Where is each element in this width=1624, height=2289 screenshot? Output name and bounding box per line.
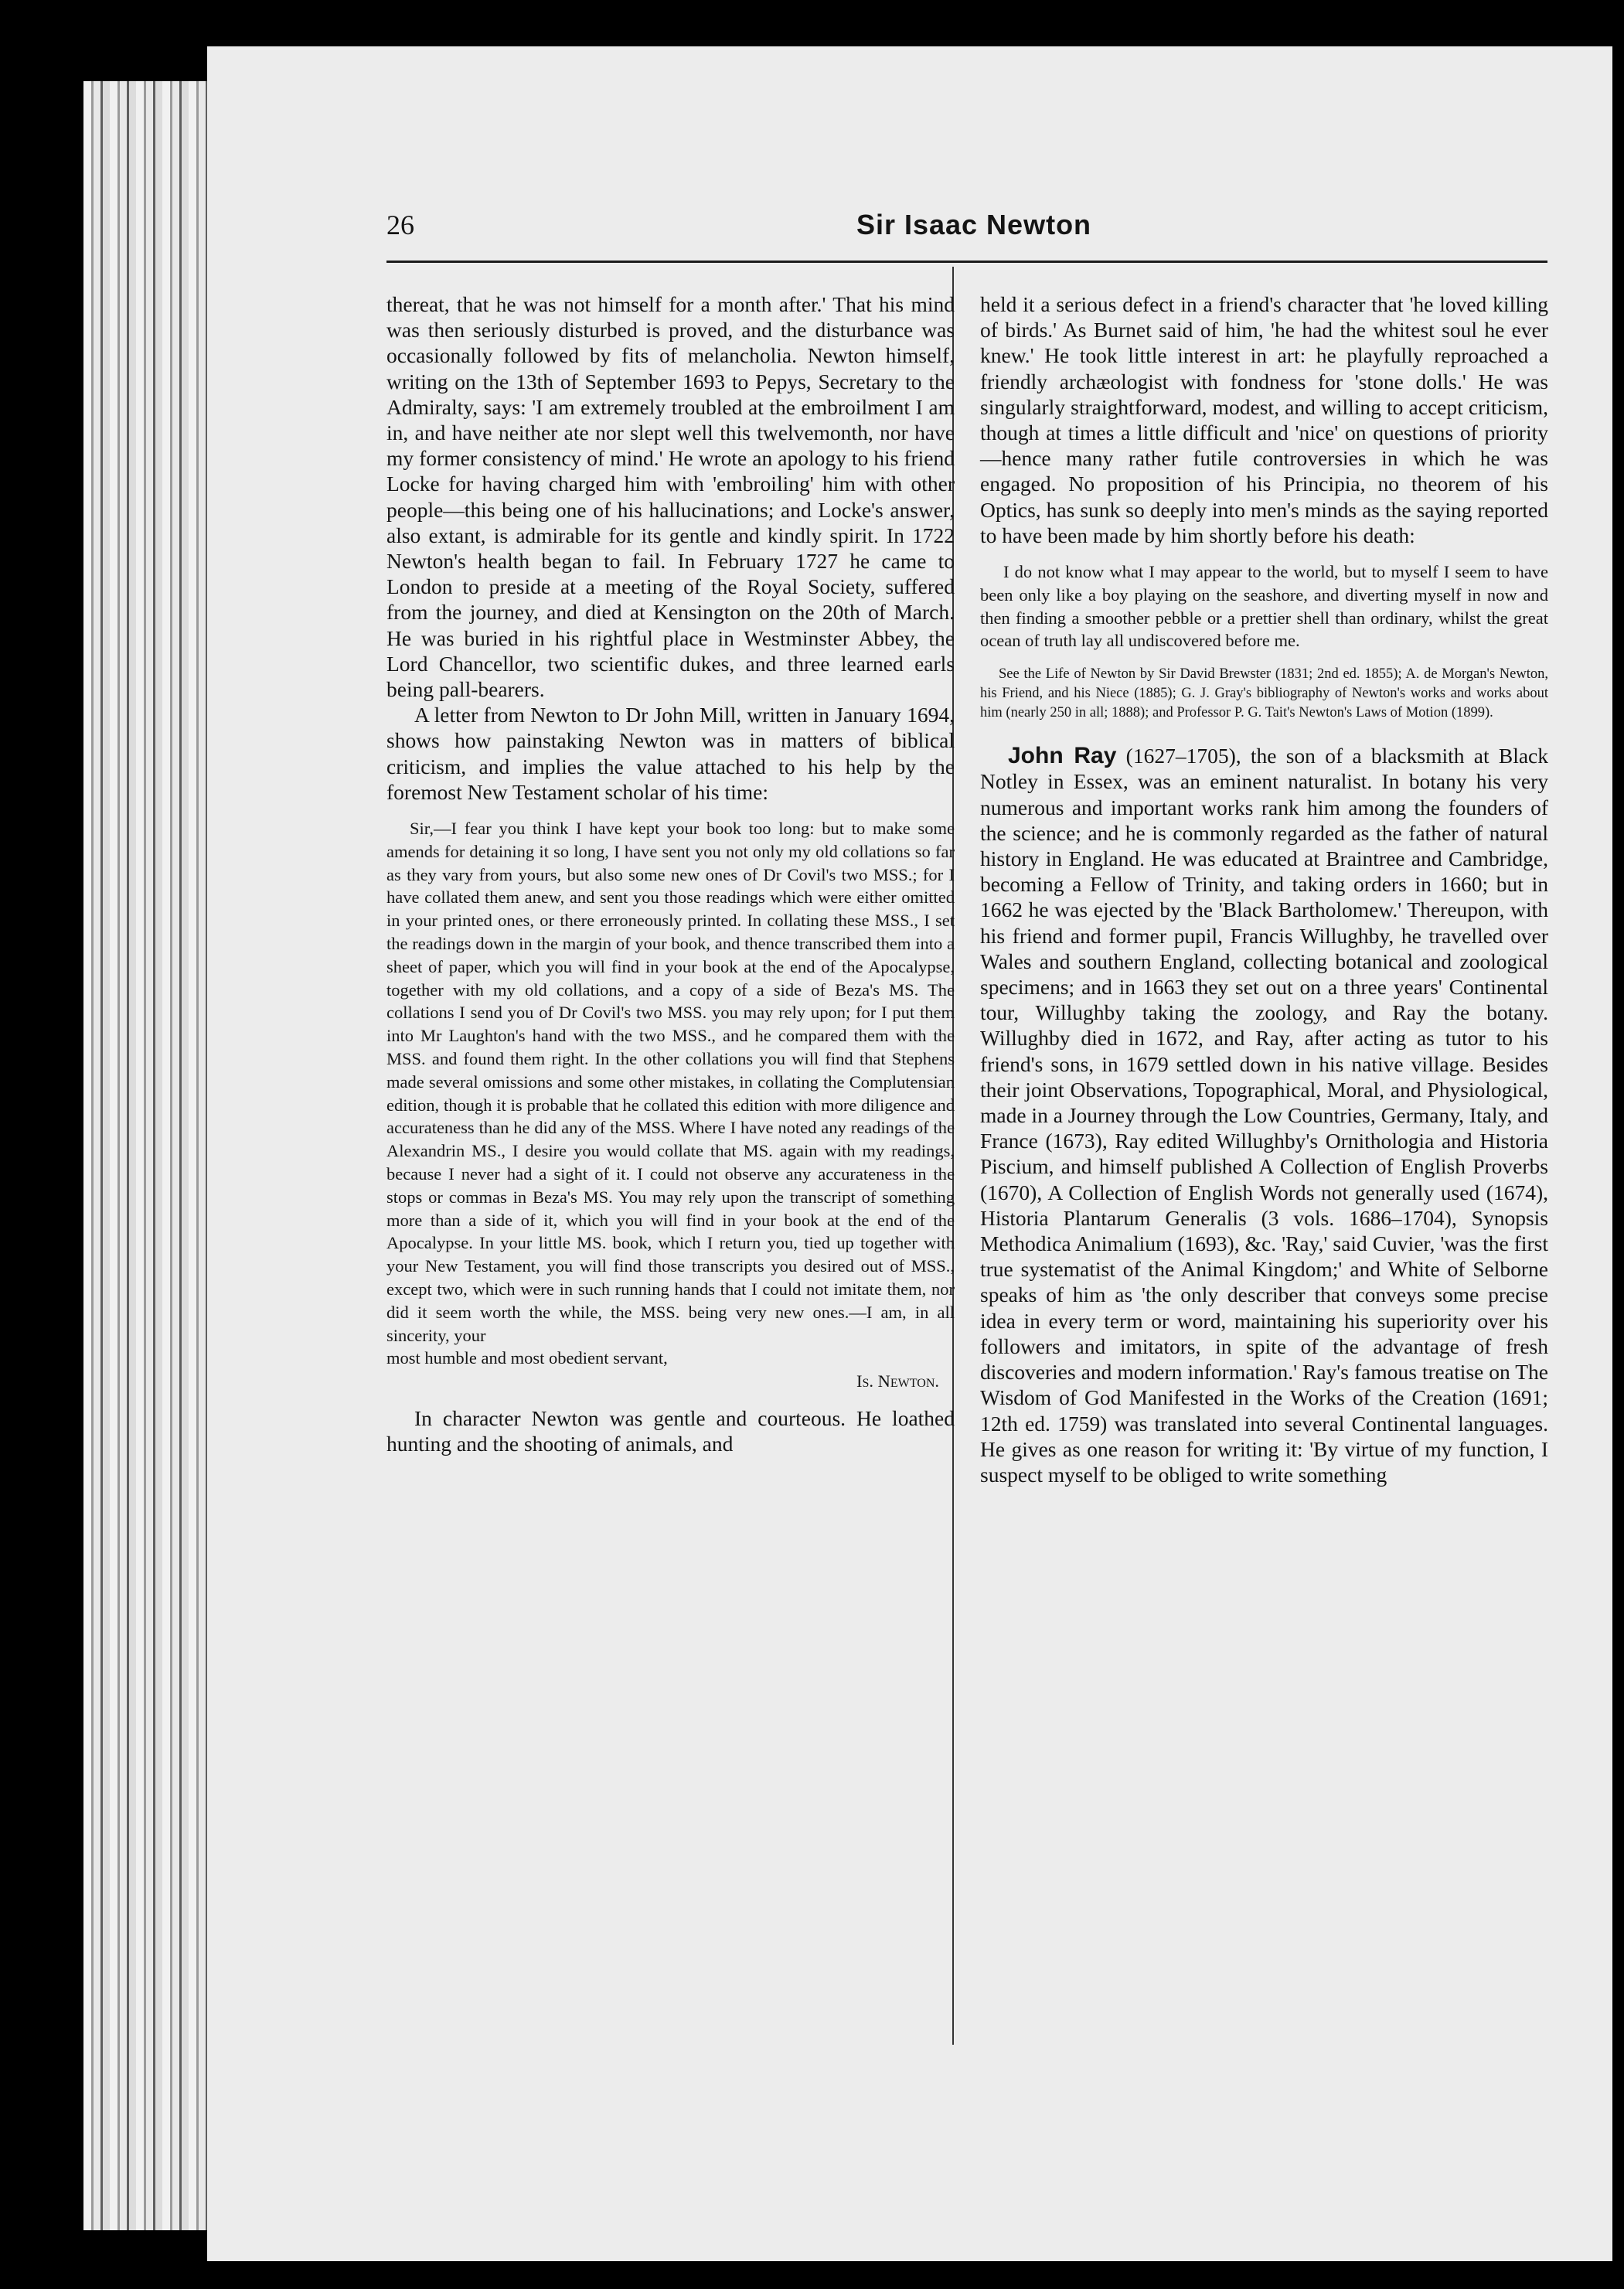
- block-quote: I do not know what I may appear to the world, but to myself I seem to have been only like a boy playing on the seashore, and diverting myself in now and then finding a smoother pebble or a prettier shell than ordinary, whilst the great ocean of truth lay all undiscovered before me.: [980, 562, 1548, 651]
- page-header: [386, 209, 1546, 255]
- letter-closing: most humble and most obedient servant,: [386, 1348, 668, 1368]
- body-paragraph: A letter from Newton to Dr John Mill, written in January 1694, shows how painstaking Newton was in matters of biblical criticism, and implies the value attached to his help by the foremost New Testament scholar of his time:: [386, 703, 955, 804]
- running-title: Sir Isaac Newton: [856, 209, 1092, 240]
- body-paragraph: thereat, that he was not himself for a month after.' That his mind was then seriously disturbed is proved, and the disturbance was occasionally followed by fits of melancholia. Newton himself, writing on the 13th of September 1693 to Pepys, Secretary to the Admiralty, says: 'I am extremely troubled at the embroilment I am in, and have neither ate nor slept well this twelvemonth, nor have my former consistency of mind.' He wrote an apology to his friend Locke for having charged him with 'embroiling' him with other people—this being one of his hallucinations; and Locke's answer, also extant, is admirable for its gentle and kindly spirit. In 1722 Newton's health began to fail. In February 1727 he came to London to preside at a meeting of the Royal Society, suffered from the journey, and died at Kensington on the 20th of March. He was buried in his rightful place in Westminster Abbey, the Lord Chancellor, two scientific dukes, and three learned earls being pall-bearers.: [386, 292, 955, 702]
- header-rule: [386, 261, 1547, 263]
- body-paragraph: held it a serious defect in a friend's character that 'he loved killing of birds.' As Burnet said of him, 'he had the whitest soul he ever knew.' He took little interest in art: he playfully reproached a friendly archæologist with fondness for 'stone dolls.' He was singularly straightforward, modest, and willing to accept criticism, though at times a little difficult and 'nice' on questions of priority—hence many rather futile controversies in which he was engaged. No proposition of his Principia, no theorem of his Optics, has sunk so deeply into men's minds as the saying reported to have been made by him shortly before his death:: [980, 292, 1548, 547]
- entry-heading: John Ray: [1008, 743, 1117, 769]
- right-column: [980, 291, 1548, 1487]
- letter-text: Sir,—I fear you think I have kept your book too long: but to make some amends for detaining it so long, I have sent you not only my old collations so far as they vary from yours, but also some new ones of Dr Covil's two MSS.; for I have collated them anew, and sent you those readings which were either omitted in your printed ones, or there erroneously printed. In collating these MSS., I set the readings down in the margin of your book, and thence transcribed them into a sheet of paper, which you will find in your book at the end of the Apocalypse, together with my old collations, and a copy of a side of Beza's MS. The collations I send you of Dr Covil's two MSS. you may rely upon; for I put them into Mr Laughton's hand with the two MSS., and he compared them with the MSS. and found them right. In the other collations you will find that Stephens made several omissions and some other mistakes, in collating the Complutensian edition, though it is probable that he collated this edition with more diligence and accurateness than he did any of the MSS. Where I have noted any readings of the Alexandrin MS., I desire you would collate that MS. again with my readings, because I never had a sight of it. I could not observe any accurateness in the stops or commas in Beza's MS. You may rely upon the transcript of something more than a side of it, which you will find in your book at the end of the Apocalypse. In your little MS. book, which I return you, tied up together with your New Testament, you will find those transcripts you desired out of MSS., except two, which were in such running hands that I could not imitate them, nor did it seem worth the while, the MSS. being very new ones.—I am, in all sincerity, your: [386, 819, 955, 1345]
- letter-signature: Is. Newton.: [856, 1371, 939, 1391]
- entry-text: (1627–1705), the son of a blacksmith at Black Notley in Essex, was an eminent naturalist. In botany his very numerous and important works rank him among the founders of the science; and he is commonly regarded as the father of natural history in England. He was educated at Braintree and Cambridge, becoming a Fellow of Trinity, and taking orders in 1660; but in 1662 he was ejected by the 'Black Bartholomew.' Thereupon, with his friend and former pupil, Francis Willughby, he travelled over Wales and southern England, collecting botanical and zoological specimens; and in 1663 they set out on a three years' Continental tour, Willughby taking the zoology, and Ray the botany. Willughby died in 1672, and Ray, after acting as tutor to his friend's sons, in 1679 settled down in his native village. Besides their joint Observations, Topographical, Moral, and Physiological, made in a Journey through the Low Countries, Germany, Italy, and France (1673), Ray edited Willughby's Ornithologia and Historia Piscium, and himself published A Collection of English Proverbs (1670), A Collection of English Words not generally used (1674), Historia Plantarum Generalis (3 vols. 1686–1704), Synopsis Methodica Animalium (1693), &c. 'Ray,' said Cuvier, 'was the first true systematist of the Animal Kingdom;' and White of Selborne speaks of him as 'the only describer that conveys some precise idea in every term or word, maintaining his superiority over his followers and imitators, in spite of the advantage of fresh discoveries and modern information.' Ray's famous treatise on The Wisdom of God Manifested in the Works of the Creation (1691; 12th ed. 1759) was translated into several Continental languages. He gives as one reason for writing it: 'By virtue of my function, I suspect myself to be obliged to write something: [980, 744, 1548, 1487]
- left-column: [386, 291, 955, 1456]
- page-number: 26: [386, 209, 414, 240]
- book-page-edges: [83, 81, 215, 2230]
- entry-paragraph: [980, 743, 1548, 1487]
- bibliography-note: See the Life of Newton by Sir David Brewster (1831; 2nd ed. 1855); A. de Morgan's Newton, his Friend, and his Niece (1885); G. J. Gray's bibliography of Newton's works and works about him (nearly 250 in all; 1888); and Professor P. G. Tait's Newton's Laws of Motion (1899).: [980, 666, 1548, 721]
- body-paragraph: In character Newton was gentle and courteous. He loathed hunting and the shooting of animals, and: [386, 1405, 955, 1456]
